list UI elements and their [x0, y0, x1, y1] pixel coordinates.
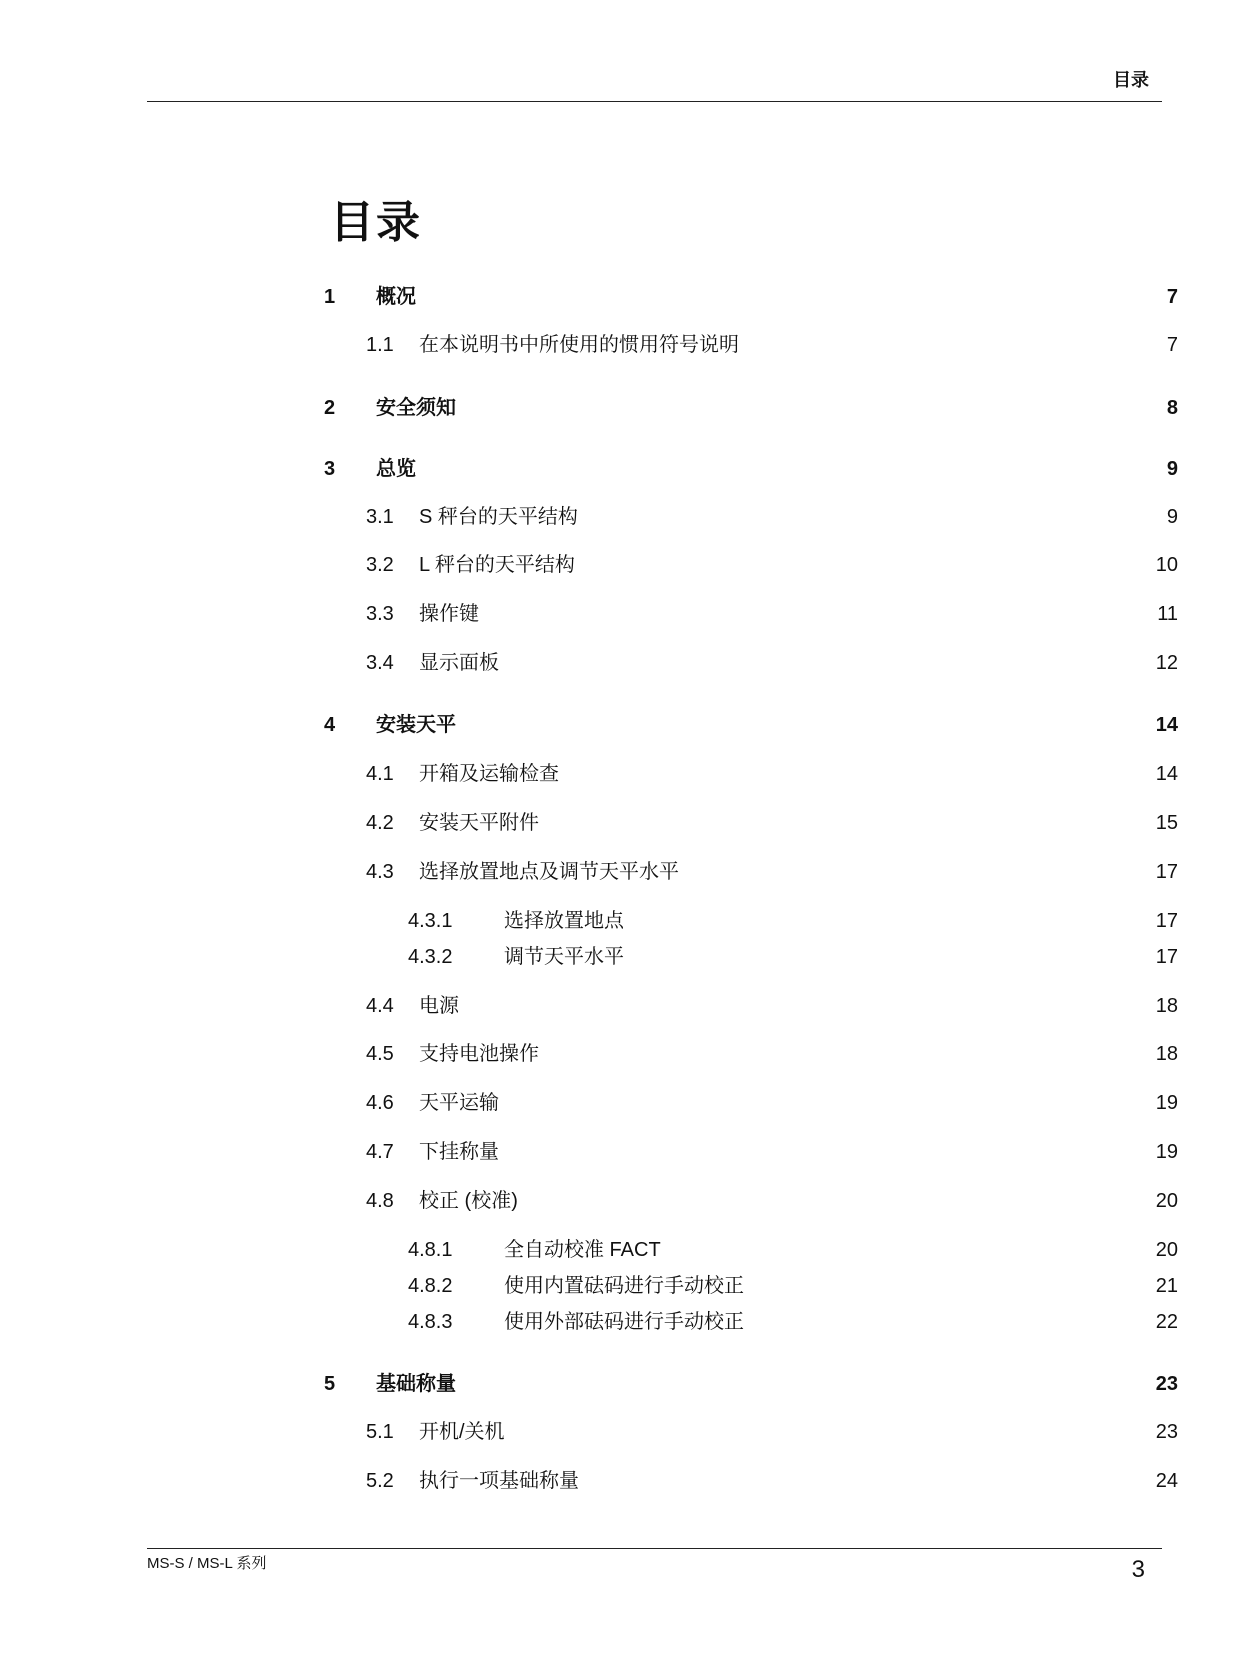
- toc-entry-title: 下挂称量: [419, 1141, 499, 1163]
- toc-entry-title: 操作键: [419, 603, 479, 625]
- toc-entry-number: 3.3: [366, 603, 394, 625]
- toc-entry-page: 7: [1166, 334, 1178, 356]
- toc-entry[interactable]: [366, 502, 1178, 532]
- toc-entry-title: 电源: [419, 995, 459, 1017]
- toc-entry-number: 3: [324, 458, 336, 480]
- toc-entry-page: 14: [1155, 714, 1178, 736]
- toc-entry-title: 安装天平附件: [419, 812, 539, 834]
- toc-entry-number: 4.8.3: [408, 1311, 453, 1333]
- toc-entry-title: 概况: [376, 286, 416, 308]
- toc-entry-number: 2: [324, 397, 336, 419]
- toc-entry-number: 4.2: [366, 812, 394, 834]
- toc-entry-number: 5: [324, 1373, 336, 1395]
- toc-entry[interactable]: [366, 1137, 1178, 1167]
- toc-entry[interactable]: [366, 599, 1178, 629]
- toc-entry-page: 18: [1155, 1043, 1178, 1065]
- toc-entry-page: 20: [1155, 1190, 1178, 1212]
- toc-entry-page: 8: [1166, 397, 1178, 419]
- toc-entry-page: 7: [1166, 286, 1178, 308]
- toc-entry[interactable]: [366, 550, 1178, 580]
- toc-entry-title: 全自动校准 FACT: [504, 1239, 661, 1261]
- toc-entry[interactable]: [408, 1307, 1178, 1337]
- toc-entry-title: 安装天平: [376, 714, 456, 736]
- toc-entry-title: S 秤台的天平结构: [419, 506, 578, 528]
- toc-entry[interactable]: [366, 1466, 1178, 1496]
- toc-entry-number: 4.5: [366, 1043, 394, 1065]
- toc-entry[interactable]: [324, 393, 1178, 423]
- toc-entry-page: 10: [1155, 554, 1178, 576]
- toc-entry[interactable]: [408, 942, 1178, 972]
- toc-entry-title: 使用内置砝码进行手动校正: [504, 1275, 744, 1297]
- toc-entry[interactable]: [408, 1271, 1178, 1301]
- toc-entry-title: L 秤台的天平结构: [419, 554, 575, 576]
- toc-entry-title: 支持电池操作: [419, 1043, 539, 1065]
- footer-page-number: 3: [1131, 1556, 1145, 1583]
- toc-entry[interactable]: [324, 454, 1178, 484]
- toc-entry-page: 23: [1155, 1421, 1178, 1443]
- toc-entry-title: 使用外部砝码进行手动校正: [504, 1311, 744, 1333]
- toc-entry[interactable]: [324, 710, 1178, 740]
- toc-entry-number: 4.8: [366, 1190, 394, 1212]
- toc-entry[interactable]: [366, 991, 1178, 1021]
- toc-entry-number: 1.1: [366, 334, 394, 356]
- toc-entry[interactable]: [324, 282, 1178, 312]
- toc-entry-title: 校正 (校准): [419, 1190, 518, 1212]
- toc-entry-title: 选择放置地点: [504, 910, 624, 932]
- toc-entry-page: 11: [1157, 603, 1178, 625]
- toc-entry[interactable]: [366, 857, 1178, 887]
- toc-entry-number: 4.6: [366, 1092, 394, 1114]
- toc-entry-page: 17: [1155, 861, 1178, 883]
- toc-entry-title: 天平运输: [419, 1092, 499, 1114]
- toc-entry-title: 基础称量: [376, 1373, 456, 1395]
- toc-entry-number: 5.2: [366, 1470, 394, 1492]
- toc-entry-number: 4.4: [366, 995, 394, 1017]
- toc-entry[interactable]: [366, 648, 1178, 678]
- footer-series: MS-S / MS-L 系列: [147, 1555, 267, 1572]
- toc-entry[interactable]: [366, 808, 1178, 838]
- toc-entry-page: 22: [1155, 1311, 1178, 1333]
- toc-entry-number: 3.2: [366, 554, 394, 576]
- toc-entry-page: 19: [1155, 1141, 1178, 1163]
- toc-entry-number: 4.3.2: [408, 946, 453, 968]
- toc-entry[interactable]: [366, 1088, 1178, 1118]
- toc-entry-title: 在本说明书中所使用的惯用符号说明: [419, 334, 739, 356]
- toc-entry[interactable]: [324, 1369, 1178, 1399]
- toc-entry-page: 9: [1166, 458, 1178, 480]
- toc-entry-page: 9: [1166, 506, 1178, 528]
- toc-entry-number: 4.3.1: [408, 910, 453, 932]
- toc-entry[interactable]: [408, 1235, 1178, 1265]
- toc-entry-page: 12: [1155, 652, 1178, 674]
- toc-entry-page: 20: [1155, 1239, 1178, 1261]
- page-title: 目录: [330, 198, 422, 247]
- running-header: 目录: [1113, 70, 1149, 90]
- toc-entry-number: 4.8.1: [408, 1239, 453, 1261]
- toc-entry-title: 显示面板: [419, 652, 499, 674]
- toc-entry[interactable]: [366, 1039, 1178, 1069]
- toc-entry[interactable]: [366, 330, 1178, 360]
- toc-entry-number: 3.1: [366, 506, 394, 528]
- toc-entry-number: 4.3: [366, 861, 394, 883]
- toc-entry-page: 24: [1155, 1470, 1178, 1492]
- toc-entry-number: 4.1: [366, 763, 394, 785]
- toc-entry-page: 15: [1155, 812, 1178, 834]
- toc-entry[interactable]: [366, 1186, 1178, 1216]
- toc-entry-title: 调节天平水平: [504, 946, 624, 968]
- toc-entry[interactable]: [366, 1417, 1178, 1447]
- toc-entry-title: 执行一项基础称量: [419, 1470, 579, 1492]
- toc-entry-page: 17: [1155, 946, 1178, 968]
- toc-entry-title: 开箱及运输检查: [419, 763, 559, 785]
- toc-entry-number: 5.1: [366, 1421, 394, 1443]
- footer-rule: [147, 1548, 1162, 1549]
- toc-entry-title: 总览: [376, 458, 416, 480]
- toc-entry-page: 14: [1155, 763, 1178, 785]
- toc-entry-page: 18: [1155, 995, 1178, 1017]
- toc-entry-page: 23: [1155, 1373, 1178, 1395]
- toc-entry-title: 选择放置地点及调节天平水平: [419, 861, 679, 883]
- toc-entry-page: 19: [1155, 1092, 1178, 1114]
- toc-entry[interactable]: [408, 906, 1178, 936]
- toc-entry-title: 开机/关机: [419, 1421, 505, 1443]
- toc-entry-number: 1: [324, 286, 336, 308]
- toc-entry-number: 4.8.2: [408, 1275, 453, 1297]
- toc-entry-number: 3.4: [366, 652, 394, 674]
- toc-entry[interactable]: [366, 759, 1178, 789]
- toc-entry-page: 17: [1155, 910, 1178, 932]
- toc-entry-page: 21: [1155, 1275, 1178, 1297]
- toc-entry-number: 4: [324, 714, 336, 736]
- toc-entry-number: 4.7: [366, 1141, 394, 1163]
- toc-entry-title: 安全须知: [376, 397, 456, 419]
